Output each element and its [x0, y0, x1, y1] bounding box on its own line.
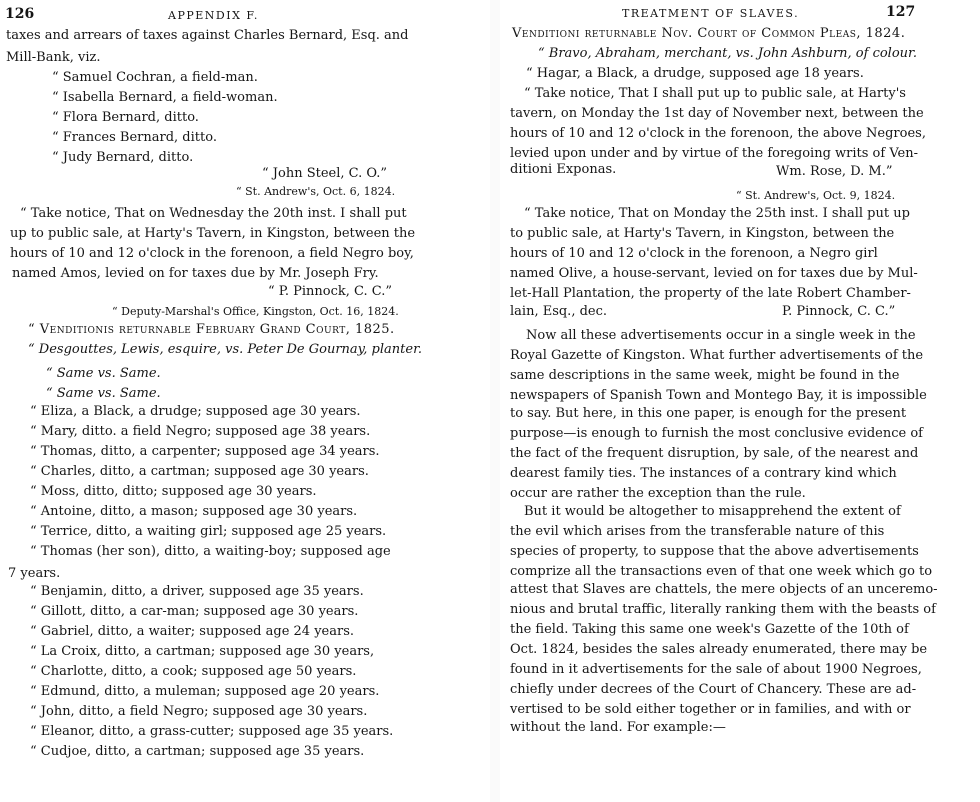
text-line: Now all these advertisements occur in a single week in the: [526, 328, 916, 343]
text-line: to say. But here, in this one paper, is enough for the present: [510, 406, 907, 421]
text-line: “ Take notice, That I shall put up to public sale, at Harty's: [524, 86, 906, 101]
text-line: found in it advertisements for the sale of about 1900 Negroes,: [510, 662, 922, 677]
text-line: nious and brutal traffic, literally ranking them with the beasts of: [510, 602, 936, 617]
text-line: “ Charlotte, ditto, a cook; supposed age 50 years.: [30, 664, 357, 679]
text-line: 7 years.: [8, 566, 61, 581]
page-number: 126: [5, 6, 35, 22]
text-line: “ Gillott, ditto, a car-man; supposed age 30 years.: [30, 604, 359, 619]
text-line: dearest family ties. The instances of a contrary kind which: [510, 466, 897, 481]
text-line: vertised to be sold either together or in families, and with or: [510, 702, 911, 717]
text-line: “ Frances Bernard, ditto.: [52, 130, 217, 145]
text-line: “ Flora Bernard, ditto.: [52, 110, 199, 125]
text-line: occur are rather the exception than the rule.: [510, 486, 806, 501]
text-line: ditioni Exponas.: [510, 162, 617, 177]
running-header: TREATMENT OF SLAVES.: [622, 7, 800, 20]
text-line: “ Charles, ditto, a cartman; supposed age 30 years.: [30, 464, 369, 479]
text-line: Mill-Bank, viz.: [6, 50, 101, 65]
text-line: taxes and arrears of taxes against Charles Bernard, Esq. and: [6, 28, 409, 43]
text-line: “ Bravo, Abraham, merchant, vs. John Ashburn, of colour.: [538, 46, 917, 61]
text-line: hours of 10 and 12 o'clock in the forenoon, a field Negro boy,: [10, 246, 414, 261]
text-line: “ Gabriel, ditto, a waiter; supposed age 24 years.: [30, 624, 355, 639]
text-line: comprize all the transactions even of that one week which go to: [510, 564, 933, 579]
text-line: “ Mary, ditto. a field Negro; supposed age 38 years.: [30, 424, 371, 439]
running-header: APPENDIX F.: [168, 9, 259, 22]
text-line: “ Eliza, a Black, a drudge; supposed age 30 years.: [30, 404, 361, 419]
text-line: let-Hall Plantation, the property of the late Robert Chamber-: [510, 286, 911, 301]
text-line: lain, Esq., dec.: [510, 304, 608, 319]
text-line: “ John, ditto, a field Negro; supposed age 30 years.: [30, 704, 368, 719]
text-line: “ La Croix, ditto, a cartman; supposed age 30 years,: [30, 644, 375, 659]
text-line: without the land. For example:—: [510, 720, 726, 735]
text-line: “ Moss, ditto, ditto; supposed age 30 years.: [30, 484, 317, 499]
text-line: purpose—is enough to furnish the most conclusive evidence of: [510, 426, 923, 441]
dateline: “ St. Andrew's, Oct. 9, 1824.: [736, 189, 896, 202]
text-line: “ Thomas (her son), ditto, a waiting-boy; supposed age: [30, 544, 391, 559]
text-line: Venditioni returnable Nov. Court of Common Pleas, 1824.: [512, 26, 906, 41]
text-line: “ Thomas, ditto, a carpenter; supposed age 34 years.: [30, 444, 380, 459]
text-line: “ Antoine, ditto, a mason; supposed age 30 years.: [30, 504, 358, 519]
text-line: “ Judy Bernard, ditto.: [52, 150, 194, 165]
text-line: “ Terrice, ditto, a waiting girl; supposed age 25 years.: [30, 524, 387, 539]
text-line: hours of 10 and 12 o'clock in the forenoon, a Negro girl: [510, 246, 878, 261]
text-line: species of property, to suppose that the above advertisements: [510, 544, 919, 559]
text-line: the field. Taking this same one week's Gazette of the 10th of: [510, 622, 909, 637]
text-line: the fact of the frequent disruption, by sale, of the nearest and: [510, 446, 919, 461]
text-line: attest that Slaves are chattels, the mere objects of an unceremo-: [510, 582, 938, 597]
text-line: hours of 10 and 12 o'clock in the forenoon, the above Negroes,: [510, 126, 926, 141]
signature-line: “ P. Pinnock, C. C.”: [268, 284, 393, 299]
text-line: named Olive, a house-servant, levied on for taxes due by Mul-: [510, 266, 918, 281]
text-line: “ Benjamin, ditto, a driver, supposed age 35 years.: [30, 584, 364, 599]
signature-line: P. Pinnock, C. C.”: [782, 304, 896, 319]
text-line: “ Samuel Cochran, a field-man.: [52, 70, 258, 85]
text-line: newspapers of Spanish Town and Montego Bay, it is impossible: [510, 388, 927, 403]
dateline: “ St. Andrew's, Oct. 6, 1824.: [236, 185, 396, 198]
text-line: chiefly under decrees of the Court of Chancery. These are ad-: [510, 682, 917, 697]
text-line: “ Hagar, a Black, a drudge, supposed age 18 years.: [526, 66, 864, 81]
text-line: the evil which arises from the transferable nature of this: [510, 524, 885, 539]
text-line: Oct. 1824, besides the sales already enumerated, there may be: [510, 642, 928, 657]
text-line: “ Cudjoe, ditto, a cartman; supposed age 35 years.: [30, 744, 365, 759]
text-line: named Amos, levied on for taxes due by Mr. Joseph Fry.: [12, 266, 379, 281]
dateline: “ Deputy-Marshal's Office, Kingston, Oct. 16, 1824.: [112, 305, 399, 318]
text-line: “ Take notice, That on Wednesday the 20th inst. I shall put: [20, 206, 407, 221]
text-line: “ Desgouttes, Lewis, esquire, vs. Peter De Gournay, planter.: [28, 342, 422, 357]
page-number: 127: [886, 4, 916, 20]
text-line: same descriptions in the same week, might be found in the: [510, 368, 900, 383]
signature-line: “ John Steel, C. O.”: [262, 166, 388, 181]
text-line: “ Isabella Bernard, a field-woman.: [52, 90, 278, 105]
book-gutter: [490, 0, 500, 802]
text-line: “ Edmund, ditto, a muleman; supposed age 20 years.: [30, 684, 380, 699]
text-line: “ Same vs. Same.: [46, 386, 161, 401]
signature-line: Wm. Rose, D. M.”: [776, 164, 893, 179]
right-page: [500, 0, 980, 802]
text-line: But it would be altogether to misapprehend the extent of: [524, 504, 901, 519]
text-line: “ Venditionis returnable February Grand Court, 1825.: [28, 322, 395, 337]
text-line: tavern, on Monday the 1st day of November next, between the: [510, 106, 924, 121]
text-line: Royal Gazette of Kingston. What further advertisements of the: [510, 348, 924, 363]
text-line: up to public sale, at Harty's Tavern, in Kingston, between the: [10, 226, 416, 241]
text-line: to public sale, at Harty's Tavern, in Kingston, between the: [510, 226, 895, 241]
text-line: “ Eleanor, ditto, a grass-cutter; supposed age 35 years.: [30, 724, 394, 739]
text-line: “ Take notice, That on Monday the 25th inst. I shall put up: [524, 206, 910, 221]
text-line: “ Same vs. Same.: [46, 366, 161, 381]
text-line: levied upon under and by virtue of the foregoing writs of Ven-: [510, 146, 918, 161]
